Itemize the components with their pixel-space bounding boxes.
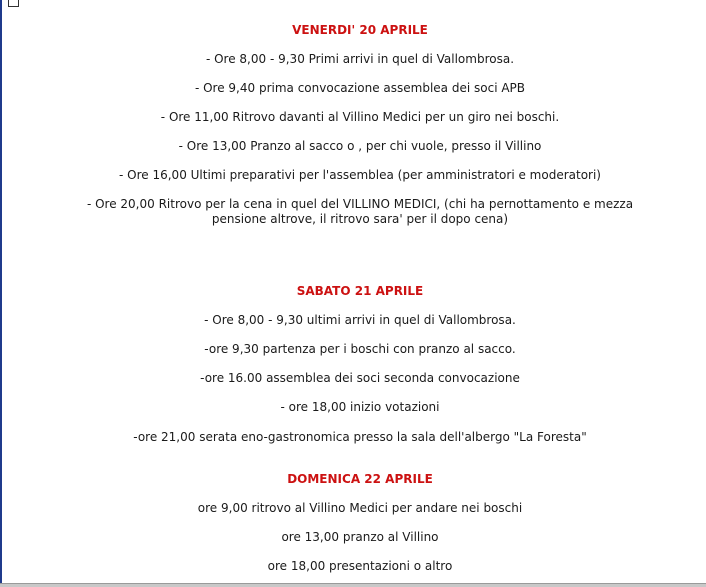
schedule-item: - Ore 8,00 - 9,30 ultimi arrivi in quel di Vallombrosa. bbox=[204, 313, 516, 327]
schedule-item: - Ore 20,00 Ritrovo per la cena in quel del VILLINO MEDICI, (chi ha pernottamento e mezza bbox=[86, 197, 634, 211]
schedule-item: ore 13,00 pranzo al Villino bbox=[281, 530, 439, 544]
left-border bbox=[0, 0, 2, 587]
window-control-icon bbox=[8, 0, 19, 7]
schedule-item: ore 9,00 ritrovo al Villino Medici per andare nei boschi bbox=[197, 501, 523, 515]
schedule-item: - Ore 13,00 Pranzo al sacco o , per chi vuole, presso il Villino bbox=[178, 139, 542, 153]
schedule-item-continuation: pensione altrove, il ritrovo sara' per il dopo cena) bbox=[211, 212, 509, 226]
schedule-item: ore 18,00 presentazioni o altro bbox=[267, 559, 453, 573]
schedule-item: - Ore 16,00 Ultimi preparativi per l'assemblea (per amministratori e moderatori) bbox=[119, 168, 601, 182]
section-heading-friday: VENERDI' 20 APRILE bbox=[292, 23, 428, 37]
schedule-item: - ore 18,00 inizio votazioni bbox=[280, 400, 440, 414]
schedule-item: - Ore 8,00 - 9,30 Primi arrivi in quel di Vallombrosa. bbox=[205, 52, 515, 66]
schedule-item: -ore 21,00 serata eno-gastronomica presso la sala dell'albergo "La Foresta" bbox=[133, 430, 587, 444]
section-heading-saturday: SABATO 21 APRILE bbox=[296, 284, 424, 298]
schedule-item: -ore 9,30 partenza per i boschi con pranzo al sacco. bbox=[204, 342, 516, 356]
schedule-item: - Ore 11,00 Ritrovo davanti al Villino Medici per un giro nei boschi. bbox=[160, 110, 560, 124]
section-heading-sunday: DOMENICA 22 APRILE bbox=[287, 472, 433, 486]
schedule-item: -ore 16.00 assemblea dei soci seconda convocazione bbox=[200, 371, 520, 385]
bottom-border bbox=[0, 583, 706, 587]
schedule-item: - Ore 9,40 prima convocazione assemblea dei soci APB bbox=[194, 81, 526, 95]
